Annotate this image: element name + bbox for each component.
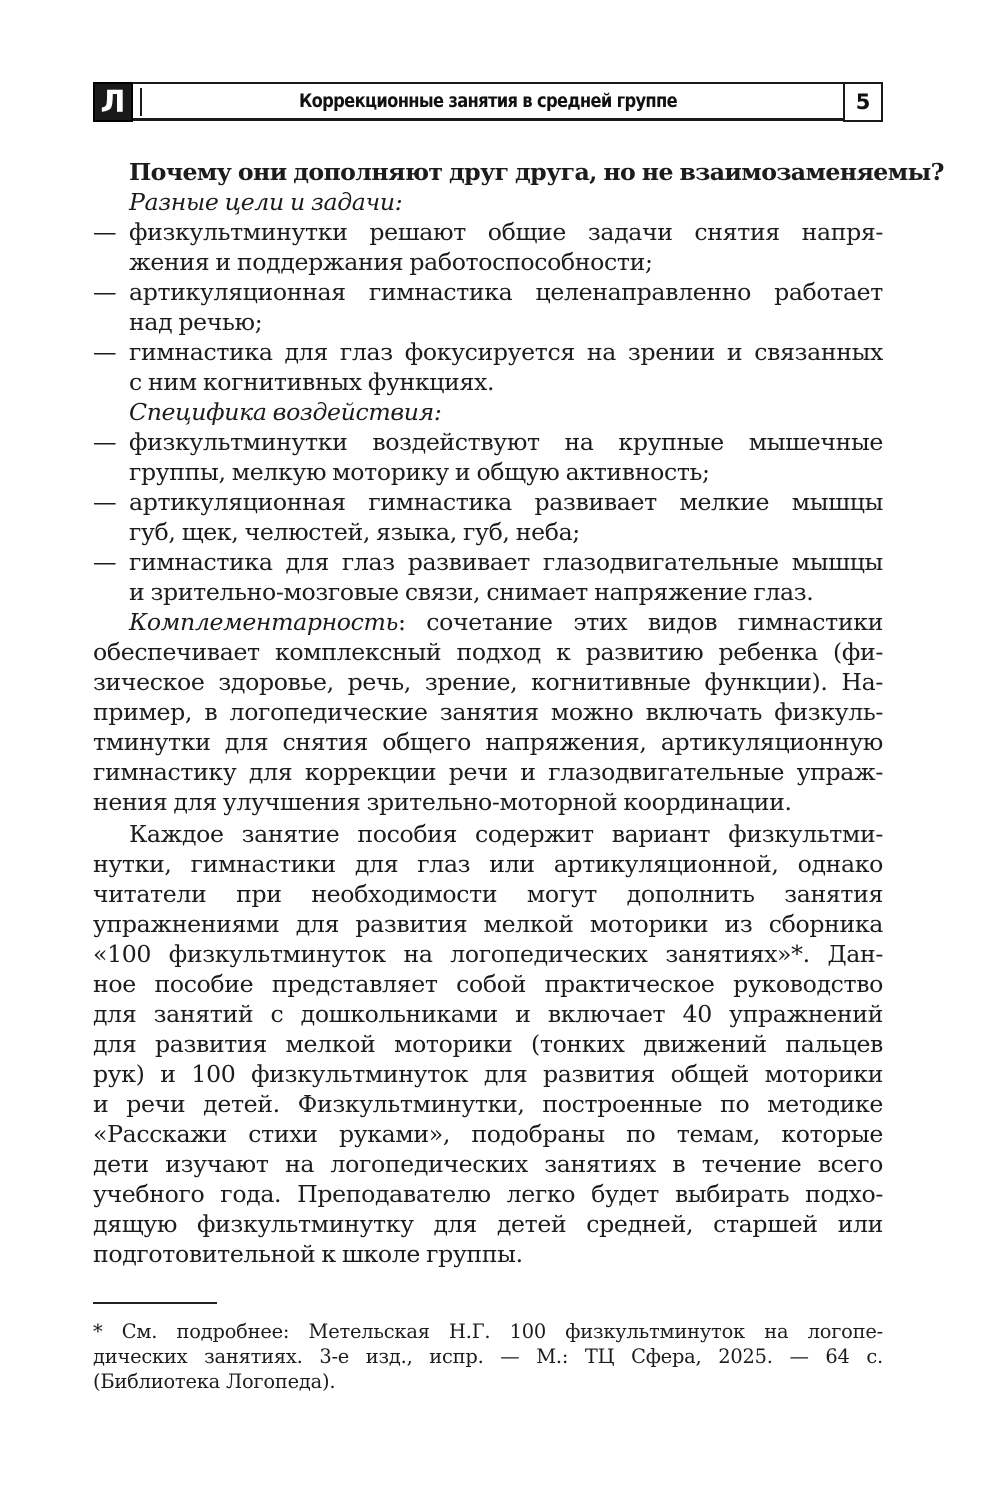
footnote-line: * См. подробнее: Метельская Н.Г. 100 физкультминуток на логопе- [93, 1320, 883, 1343]
footnote-line: (Библиотека Логопеда). [93, 1370, 336, 1393]
list-item-line: артикуляционная гимнастика целенаправленно работает [129, 278, 883, 306]
complementarity-term: Комплементарность [129, 608, 399, 636]
section-title-specifics: Специфика воздействия: [129, 398, 442, 426]
list-dash: — [93, 488, 117, 516]
paragraph-line: Каждое занятие пособия содержит вариант физкультми- [129, 820, 883, 848]
list-dash: — [93, 218, 117, 246]
list-dash: — [93, 338, 117, 366]
footnote-rule [93, 1302, 217, 1304]
list-item-line: физкультминутки воздействуют на крупные мышечные [129, 428, 883, 456]
paragraph-line: тминутки для снятия общего напряжения, артикуляционную [93, 728, 883, 756]
paragraph-line: нутки, гимнастики для глаз или артикуляционной, однако [93, 850, 883, 878]
paragraph-line: нения для улучшения зрительно-моторной координации. [93, 788, 792, 816]
footnote-line: дических занятиях. 3-е изд., испр. — М.: ТЦ Сфера, 2025. — 64 с. [93, 1345, 883, 1368]
list-dash: — [93, 278, 117, 306]
paragraph-line: для развития мелкой моторики (тонких движений пальцев [93, 1030, 883, 1058]
page-number: 5 [843, 82, 883, 122]
complementarity-first-line [129, 608, 883, 636]
series-logo [93, 82, 133, 122]
paragraph-line: ное пособие представляет собой практическое руководство [93, 970, 883, 998]
paragraph-line: учебного года. Преподавателю легко будет выбирать подхо- [93, 1180, 883, 1208]
list-item-line: и зрительно-мозговые связи, снимает напряжение глаз. [129, 578, 814, 606]
header-rule-bottom [133, 118, 843, 121]
running-header [93, 82, 883, 122]
paragraph-line: гимнастику для коррекции речи и глазодвигательные упраж- [93, 758, 883, 786]
list-item-line: жения и поддержания работоспособности; [129, 248, 653, 276]
list-item-line: гимнастика для глаз фокусируется на зрении и связанных [129, 338, 883, 366]
paragraph-line: читатели при необходимости могут дополнить занятия [93, 880, 883, 908]
complementarity-rest: : сочетание этих видов гимнастики [398, 608, 883, 636]
list-dash: — [93, 548, 117, 576]
paragraph-line: зическое здоровье, речь, зрение, когнитивные функции). На- [93, 668, 883, 696]
list-item-line: с ним когнитивных функциях. [129, 368, 495, 396]
paragraph-line: упражнениями для развития мелкой моторики из сборника [93, 910, 883, 938]
header-rule-top [133, 82, 843, 84]
running-title: Коррекционные занятия в средней группе [298, 90, 678, 112]
list-item-line: физкультминутки решают общие задачи снятия напря- [129, 218, 883, 246]
list-item-line: артикуляционная гимнастика развивает мелкие мышцы [129, 488, 883, 516]
paragraph-line: «100 физкультминуток на логопедических занятиях»*. Дан- [93, 940, 883, 968]
paragraph-line: и речи детей. Физкультминутки, построенные по методике [93, 1090, 883, 1118]
paragraph-line: обеспечивает комплексный подход к развитию ребенка (фи- [93, 638, 883, 666]
list-item-line: группы, мелкую моторику и общую активность; [129, 458, 710, 486]
list-dash: — [93, 428, 117, 456]
series-logo-letter: Л [100, 85, 126, 120]
list-item-line: губ, щек, челюстей, языка, губ, неба; [129, 518, 580, 546]
paragraph-line: подготовительной к школе группы. [93, 1240, 523, 1268]
paragraph-line: дящую физкультминутку для детей средней, старшей или [93, 1210, 883, 1238]
question-heading: Почему они дополняют друг друга, но не взаимозаменяемы? [129, 158, 944, 186]
paragraph-line: «Расскажи стихи руками», подобраны по темам, которые [93, 1120, 883, 1148]
section-title-goals: Разные цели и задачи: [129, 188, 403, 216]
list-item-line: гимнастика для глаз развивает глазодвигательные мышцы [129, 548, 883, 576]
paragraph-line: рук) и 100 физкультминуток для развития общей моторики [93, 1060, 883, 1088]
paragraph-line: дети изучают на логопедических занятиях в течение всего [93, 1150, 883, 1178]
list-item-line: над речью; [129, 308, 263, 336]
paragraph-line: пример, в логопедические занятия можно включать физкуль- [93, 698, 883, 726]
header-rule-tick [140, 88, 142, 116]
paragraph-line: для занятий с дошкольниками и включает 40 упражнений [93, 1000, 883, 1028]
